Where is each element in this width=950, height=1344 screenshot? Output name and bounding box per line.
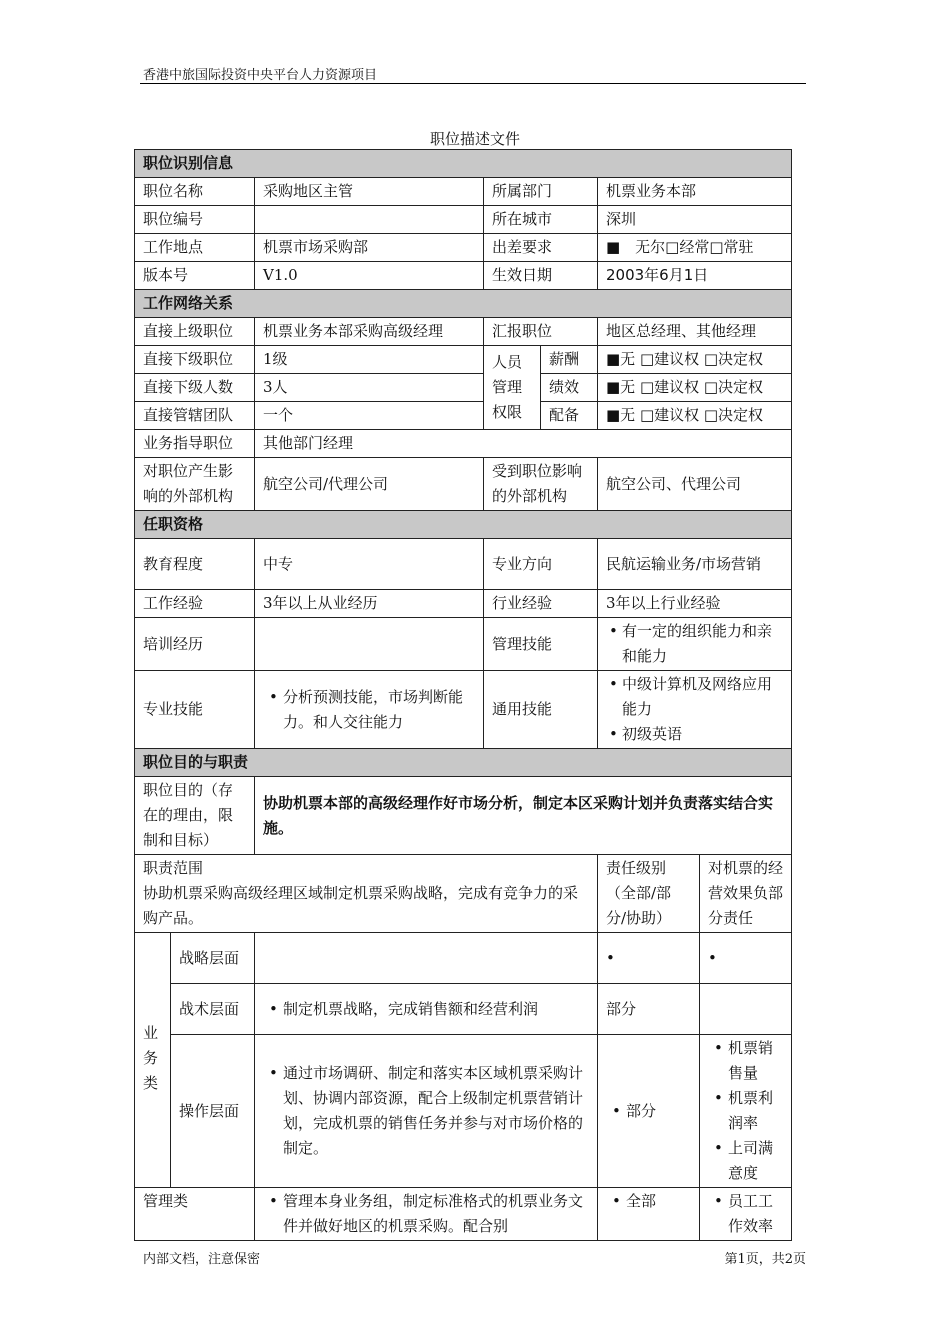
training-label: 培训经历: [135, 618, 255, 671]
job-title-value: 采购地区主管: [255, 178, 484, 206]
operation-level-cell: [598, 1035, 700, 1188]
purpose-value: 协助机票本部的高级经理作好市场分析，制定本区采购计划并负责落实结合实施。: [255, 777, 792, 855]
strategy-performance: •: [700, 933, 792, 984]
tactics-value: [255, 984, 598, 1035]
superior-label: 直接上级职位: [135, 318, 255, 346]
job-title-label: 职位名称: [135, 178, 255, 206]
header-divider: [140, 83, 806, 84]
operation-performance-list: [708, 1036, 783, 1186]
location-label: 工作地点: [135, 234, 255, 262]
department-label: 所属部门: [484, 178, 598, 206]
list-item: • 有一定的组织能力和亲和能力: [622, 619, 783, 669]
section-qualifications: 任职资格: [135, 511, 792, 539]
tactics-label: 战术层面: [171, 984, 255, 1035]
management-skill-list: [606, 619, 783, 669]
section-network: 工作网络关系: [135, 290, 792, 318]
list-item: • 管理本身业务组，制定标准格式的机票业务文件并做好地区的机票采购。配合别: [283, 1189, 589, 1239]
job-description-table: [134, 149, 792, 1241]
superior-value: 机票业务本部采购高级经理: [255, 318, 484, 346]
effective-date-value: 2003年6月1日: [598, 262, 792, 290]
report-value: 地区总经理、其他经理: [598, 318, 792, 346]
version-value: V1.0: [255, 262, 484, 290]
performance-label: 绩效: [541, 374, 598, 402]
guidance-value: 其他部门经理: [255, 430, 792, 458]
management-value: [255, 1188, 598, 1241]
operation-level-list: [606, 1099, 691, 1124]
list-item: • 初级英语: [622, 722, 783, 747]
travel-label: 出差要求: [484, 234, 598, 262]
location-value: 机票市场采购部: [255, 234, 484, 262]
major-value: 民航运输业务/市场营销: [598, 539, 792, 590]
document-title: 职位描述文件: [429, 130, 520, 148]
management-performance-list: [708, 1189, 783, 1239]
authority-label: 人员管理权限: [484, 346, 541, 430]
industry-label: 行业经验: [484, 590, 598, 618]
salary-value: ■无 □建议权 □决定权: [598, 346, 792, 374]
management-skill-value: [598, 618, 792, 671]
effective-date-label: 生效日期: [484, 262, 598, 290]
list-item: • 分析预测技能，市场判断能力。和人交往能力: [283, 685, 475, 735]
list-item: • 制定机票战略，完成销售额和经营利润: [283, 997, 589, 1022]
subordinate-label: 直接下级职位: [135, 346, 255, 374]
list-item: • 上司满意度: [728, 1136, 783, 1186]
external-affect-label: 对职位产生影响的外部机构: [135, 458, 255, 511]
management-list: [263, 1189, 589, 1239]
major-label: 专业方向: [484, 539, 598, 590]
travel-value: ■ 无尔□经常□常驻: [598, 234, 792, 262]
operation-level: • 部分: [626, 1099, 691, 1124]
management-skill-label: 管理技能: [484, 618, 598, 671]
job-code-value: [255, 206, 484, 234]
staffing-label: 配备: [541, 402, 598, 430]
subordinate-count-label: 直接下级人数: [135, 374, 255, 402]
strategy-value: [255, 933, 598, 984]
tactics-level: 部分: [598, 984, 700, 1035]
subordinate-value: 1级: [255, 346, 484, 374]
team-value: 一个: [255, 402, 484, 430]
external-affected-value: 航空公司、代理公司: [598, 458, 792, 511]
salary-label: 薪酬: [541, 346, 598, 374]
external-affected-label: 受到职位影响的外部机构: [484, 458, 598, 511]
experience-label: 工作经验: [135, 590, 255, 618]
city-value: 深圳: [598, 206, 792, 234]
operation-label: 操作层面: [171, 1035, 255, 1188]
list-item: • 通过市场调研、制定和落实本区域机票采购计划、协调内部资源，配合上级制定机票营销计划，完成机票的销售任务并参与对市场价格的制定。: [283, 1061, 589, 1161]
list-item: • 机票销售量: [728, 1036, 783, 1086]
section-purpose: 职位目的与职责: [135, 749, 792, 777]
education-value: 中专: [255, 539, 484, 590]
list-item: • 中级计算机及网络应用能力: [622, 672, 783, 722]
footer-page-number: 第1页，共2页: [724, 1252, 806, 1267]
version-label: 版本号: [135, 262, 255, 290]
general-skill-label: 通用技能: [484, 671, 598, 749]
performance-value: ■无 □建议权 □决定权: [598, 374, 792, 402]
section-identification: 职位识别信息: [135, 150, 792, 178]
management-level: • 全部: [626, 1189, 691, 1214]
strategy-label: 战略层面: [171, 933, 255, 984]
industry-value: 3年以上行业经验: [598, 590, 792, 618]
city-label: 所在城市: [484, 206, 598, 234]
guidance-label: 业务指导职位: [135, 430, 255, 458]
scope-label: 职责范围: [143, 859, 204, 877]
pro-skill-list: [263, 685, 475, 735]
general-skill-list: [606, 672, 783, 747]
management-level-cell: [598, 1188, 700, 1241]
strategy-level: •: [598, 933, 700, 984]
general-skill-value: [598, 671, 792, 749]
operation-performance-cell: [700, 1035, 792, 1188]
education-label: 教育程度: [135, 539, 255, 590]
pro-skill-value: [255, 671, 484, 749]
footer-confidential: 内部文档，注意保密: [143, 1252, 261, 1267]
management-level-list: [606, 1189, 691, 1214]
list-item: • 机票利润率: [728, 1086, 783, 1136]
subordinate-count-value: 3人: [255, 374, 484, 402]
purpose-label: 职位目的（存在的理由，限制和目标）: [135, 777, 255, 855]
scope-cell: [135, 855, 598, 933]
operation-value: [255, 1035, 598, 1188]
level-header: 责任级别（全部/部分/协助）: [598, 855, 700, 933]
experience-value: 3年以上从业经历: [255, 590, 484, 618]
report-label: 汇报职位: [484, 318, 598, 346]
external-affect-value: 航空公司/代理公司: [255, 458, 484, 511]
team-label: 直接管辖团队: [135, 402, 255, 430]
department-value: 机票业务本部: [598, 178, 792, 206]
list-item: • 员工工作效率: [728, 1189, 783, 1239]
page-header: 香港中旅国际投资中央平台人力资源项目: [143, 68, 378, 83]
business-category-label: 业务类: [135, 933, 171, 1188]
tactics-performance: [700, 984, 792, 1035]
management-category-label: 管理类: [135, 1188, 255, 1241]
performance-header: 对机票的经营效果负部分责任: [700, 855, 792, 933]
staffing-value: ■无 □建议权 □决定权: [598, 402, 792, 430]
pro-skill-label: 专业技能: [135, 671, 255, 749]
scope-value: 协助机票采购高级经理区域制定机票采购战略，完成有竞争力的采购产品。: [143, 884, 579, 927]
job-code-label: 职位编号: [135, 206, 255, 234]
management-performance-cell: [700, 1188, 792, 1241]
tactics-list: [263, 997, 589, 1022]
operation-list: [263, 1061, 589, 1161]
training-value: [255, 618, 484, 671]
